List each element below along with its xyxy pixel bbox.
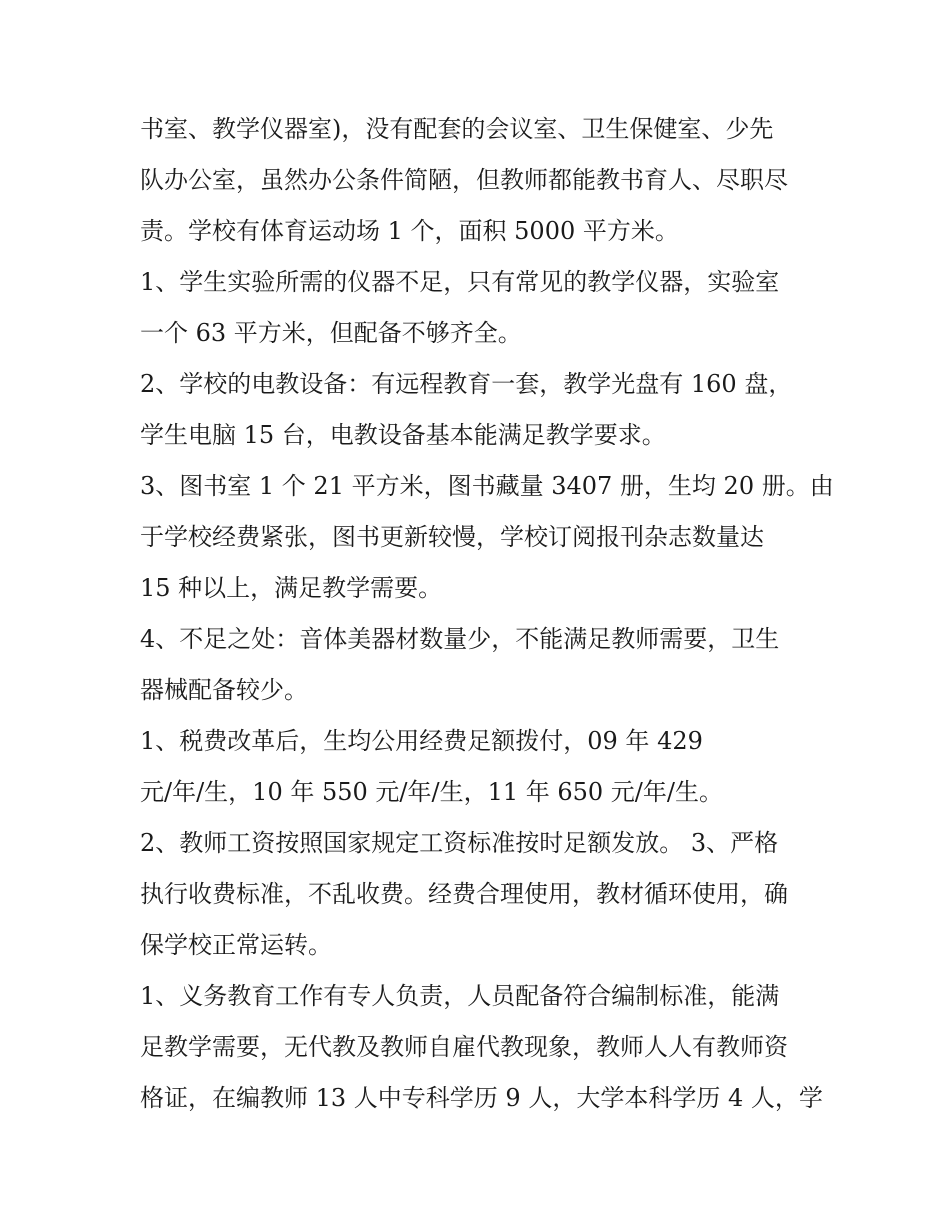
text-line: 1、税费改革后，生均公用经费足额拨付，09 年 429 xyxy=(140,727,703,755)
text-line: 执行收费标准，不乱收费。经费合理使用，教材循环使用，确 xyxy=(140,880,788,908)
text-line: 2、学校的电教设备：有远程教育一套，教学光盘有 160 盘， xyxy=(140,370,793,398)
text-line: 15 种以上，满足教学需要。 xyxy=(140,574,443,602)
text-line: 责。学校有体育运动场 1 个，面积 5000 平方米。 xyxy=(140,217,679,245)
text-line: 元/年/生，10 年 550 元/年/生，11 年 650 元/年/生。 xyxy=(140,778,723,806)
text-line: 保学校正常运转。 xyxy=(140,931,332,959)
text-line: 器械配备较少。 xyxy=(140,676,308,704)
document-body xyxy=(140,104,834,1124)
text-line: 一个 63 平方米，但配备不够齐全。 xyxy=(140,319,522,347)
text-line: 3、图书室 1 个 21 平方米，图书藏量 3407 册，生均 20 册。由 xyxy=(140,472,834,500)
text-line: 足教学需要，无代教及教师自雇代教现象，教师人人有教师资 xyxy=(140,1033,788,1061)
text-line: 于学校经费紧张，图书更新较慢，学校订阅报刊杂志数量达 xyxy=(140,523,764,551)
text-line: 书室、教学仪器室)，没有配套的会议室、卫生保健室、少先 xyxy=(140,115,774,143)
text-line: 1、义务教育工作有专人负责，人员配备符合编制标准，能满 xyxy=(140,982,780,1010)
text-line: 学生电脑 15 台，电教设备基本能满足教学要求。 xyxy=(140,421,666,449)
text-line: 1、学生实验所需的仪器不足，只有常见的教学仪器，实验室 xyxy=(140,268,780,296)
text-line: 队办公室，虽然办公条件简陋，但教师都能教书育人、尽职尽 xyxy=(140,166,788,194)
text-line: 2、教师工资按照国家规定工资标准按时足额发放。 3、严格 xyxy=(140,829,779,857)
text-line: 格证，在编教师 13 人中专科学历 9 人，大学本科学历 4 人，学 xyxy=(140,1084,823,1112)
text-line: 4、不足之处：音体美器材数量少，不能满足教师需要，卫生 xyxy=(140,625,780,653)
